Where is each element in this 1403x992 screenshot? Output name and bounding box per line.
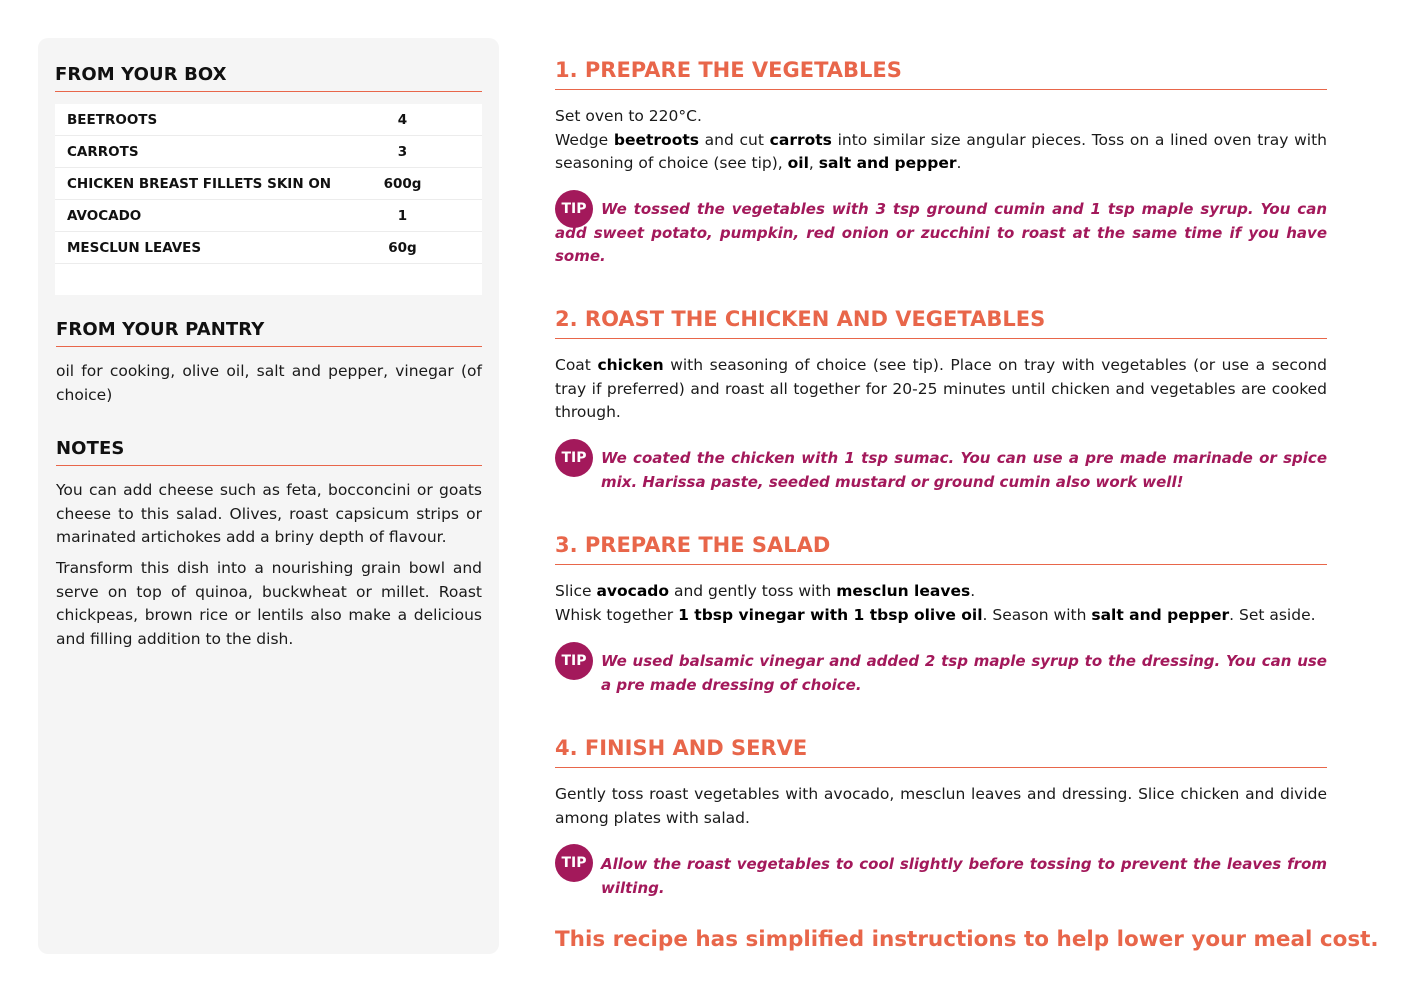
step-1-text xyxy=(555,105,1327,176)
ingredient-qty: 3 xyxy=(397,143,408,160)
notes-paragraph: Transform this dish into a nourishing grain bowl and serve on top of quinoa, buckwheat or millet. Roast chickpeas, brown rice or lentils also make a delicious and filling addition to the dish. xyxy=(56,559,482,648)
step-1-tip: We tossed the vegetables with 3 tsp ground cumin and 1 tsp maple syrup. You can add sweet potato, pumpkin, red onion or zucchini to roast at the same time if you have some. xyxy=(555,200,1327,265)
from-your-pantry-heading: FROM YOUR PANTRY xyxy=(56,319,482,347)
notes-heading: NOTES xyxy=(56,438,482,466)
ingredient-qty: 1 xyxy=(397,207,408,224)
ingredient-name: CARROTS xyxy=(67,143,139,160)
from-your-box-heading: FROM YOUR BOX xyxy=(55,64,482,92)
ingredients-panel xyxy=(38,38,499,954)
step-3-text xyxy=(555,580,1327,627)
step-3-line: Slice avocado and gently toss with mesclun leaves. xyxy=(555,582,976,600)
step-3-tip: We used balsamic vinegar and added 2 tsp maple syrup to the dressing. You can use a pre made dressing of choice. xyxy=(601,652,1327,694)
notes-paragraph: You can add cheese such as feta, bocconcini or goats cheese to this salad. Olives, roast capsicum strips or marinated artichokes add a briny depth of flavour. xyxy=(56,481,482,546)
footer-note: This recipe has simplified instructions to help lower your meal cost. xyxy=(555,927,1379,952)
ingredient-name: CHICKEN BREAST FILLETS SKIN ON xyxy=(67,175,332,192)
ingredient-qty: 60g xyxy=(388,239,417,256)
ingredient-qty: 600g xyxy=(383,175,422,192)
tip-badge-icon: TIP xyxy=(555,439,593,477)
table-row xyxy=(55,168,482,200)
step-2-text: Coat chicken with seasoning of choice (see tip). Place on tray with vegetables (or use a second tray if preferred) and roast all together for 20-25 minutes until chicken and vegetables are cooked through. xyxy=(555,356,1327,421)
table-row xyxy=(55,200,482,232)
step-2-tip: We coated the chicken with 1 tsp sumac. You can use a pre made marinade or spice mix. Harissa paste, seeded mustard or ground cumin also work well! xyxy=(601,449,1327,491)
ingredient-qty: 4 xyxy=(397,111,408,128)
step-3-heading: 3. PREPARE THE SALAD xyxy=(555,533,1327,565)
ingredient-name: MESCLUN LEAVES xyxy=(67,239,202,256)
ingredient-name: AVOCADO xyxy=(67,207,142,224)
step-4-text: Gently toss roast vegetables with avocado, mesclun leaves and dressing. Slice chicken and divide among plates with salad. xyxy=(555,785,1327,827)
step-1-line: Wedge beetroots and cut carrots into similar size angular pieces. Toss on a lined oven tray with seasoning of choice (see tip), oil, salt and pepper. xyxy=(555,130,1327,172)
step-4-heading: 4. FINISH AND SERVE xyxy=(555,736,1327,768)
step-1-heading: 1. PREPARE THE VEGETABLES xyxy=(555,58,1327,90)
step-2-heading: 2. ROAST THE CHICKEN AND VEGETABLES xyxy=(555,307,1327,339)
step-3-line: Whisk together 1 tbsp vinegar with 1 tbsp olive oil. Season with salt and pepper. Set aside. xyxy=(555,605,1316,624)
step-4-tip: Allow the roast vegetables to cool slightly before tossing to prevent the leaves from wilting. xyxy=(601,855,1327,897)
table-row xyxy=(55,104,482,136)
ingredient-name: BEETROOTS xyxy=(67,111,158,128)
step-1-line: Set oven to 220°C. xyxy=(555,107,702,125)
table-row xyxy=(55,136,482,168)
box-ingredients-table xyxy=(55,104,482,295)
tip-badge-icon: TIP xyxy=(555,844,593,882)
pantry-text: oil for cooking, olive oil, salt and pepper, vinegar (of choice) xyxy=(56,362,482,404)
tip-badge-icon: TIP xyxy=(555,642,593,680)
tip-badge-icon: TIP xyxy=(555,190,593,228)
table-row xyxy=(55,232,482,264)
